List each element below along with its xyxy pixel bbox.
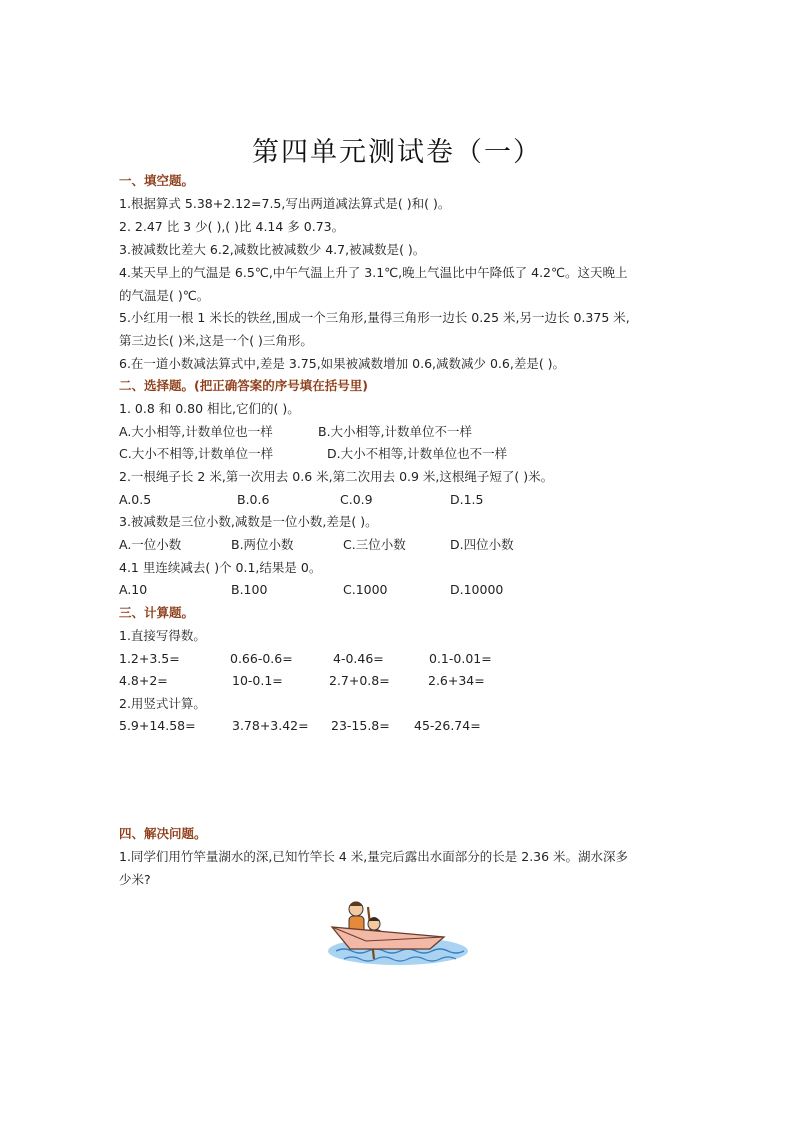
option: A.一位小数 bbox=[119, 537, 182, 552]
option: C.大小不相等,计数单位一样 bbox=[119, 446, 274, 461]
fill-question-5-line1: 5.小红用一根 1 米长的铁丝,围成一个三角形,量得三角形一边长 0.25 米,另一边长 0.375 米, bbox=[119, 310, 630, 325]
fill-question-4-line2: 的气温是( )℃。 bbox=[119, 288, 210, 303]
option: C.0.9 bbox=[340, 492, 373, 507]
page-title: 第四单元测试卷（一） bbox=[252, 137, 542, 168]
option: A.0.5 bbox=[119, 492, 152, 507]
option: D.大小不相等,计数单位也不一样 bbox=[327, 446, 508, 461]
expression: 5.9+14.58= bbox=[119, 718, 196, 733]
expression: 1.2+3.5= bbox=[119, 651, 180, 666]
solve-question-1-line2: 少米? bbox=[119, 872, 151, 887]
fill-question-6: 6.在一道小数减法算式中,差是 3.75,如果被减数增加 0.6,减数减少 0.6,差是( )。 bbox=[119, 356, 566, 371]
option: D.10000 bbox=[450, 582, 504, 597]
fill-question-4-line1: 4.某天早上的气温是 6.5℃,中午气温上升了 3.1℃,晚上气温比中午降低了 4.2℃。这天晚上 bbox=[119, 265, 628, 280]
solve-question-1-line1: 1.同学们用竹竿量湖水的深,已知竹竿长 4 米,量完后露出水面部分的长是 2.36 米。湖水深多 bbox=[119, 849, 629, 864]
section-heading-choice: 二、选择题。(把正确答案的序号填在括号里) bbox=[119, 378, 368, 393]
option: B.两位小数 bbox=[231, 537, 294, 552]
option: C.三位小数 bbox=[343, 537, 406, 552]
calc-part-2: 2.用竖式计算。 bbox=[119, 696, 206, 711]
calc-part-1: 1.直接写得数。 bbox=[119, 628, 206, 643]
boat-illustration bbox=[326, 893, 471, 968]
option: D.1.5 bbox=[450, 492, 484, 507]
option: B.100 bbox=[231, 582, 268, 597]
expression: 4.8+2= bbox=[119, 673, 168, 688]
option: D.四位小数 bbox=[450, 537, 514, 552]
fill-question-3: 3.被减数比差大 6.2,减数比被减数少 4.7,被减数是( )。 bbox=[119, 242, 426, 257]
option: B.0.6 bbox=[237, 492, 270, 507]
option: A.10 bbox=[119, 582, 148, 597]
expression: 2.6+34= bbox=[428, 673, 485, 688]
expression: 3.78+3.42= bbox=[232, 718, 309, 733]
option: B.大小相等,计数单位不一样 bbox=[318, 424, 473, 439]
section-heading-calc: 三、计算题。 bbox=[119, 605, 195, 620]
choice-question-2: 2.一根绳子长 2 米,第一次用去 0.6 米,第二次用去 0.9 米,这根绳子短了( )米。 bbox=[119, 469, 554, 484]
expression: 10-0.1= bbox=[232, 673, 283, 688]
fill-question-1: 1.根据算式 5.38+2.12=7.5,写出两道减法算式是( )和( )。 bbox=[119, 196, 451, 211]
section-heading-fill: 一、填空题。 bbox=[119, 173, 195, 188]
expression: 2.7+0.8= bbox=[329, 673, 390, 688]
expression: 23-15.8= bbox=[331, 718, 390, 733]
option: A.大小相等,计数单位也一样 bbox=[119, 424, 273, 439]
choice-question-3: 3.被减数是三位小数,减数是一位小数,差是( )。 bbox=[119, 514, 378, 529]
choice-question-4: 4.1 里连续减去( )个 0.1,结果是 0。 bbox=[119, 560, 322, 575]
expression: 0.1-0.01= bbox=[429, 651, 492, 666]
child-hair bbox=[349, 902, 363, 907]
fill-question-5-line2: 第三边长( )米,这是一个( )三角形。 bbox=[119, 333, 313, 348]
fill-question-2: 2. 2.47 比 3 少( ),( )比 4.14 多 0.73。 bbox=[119, 219, 345, 234]
expression: 4-0.46= bbox=[333, 651, 384, 666]
option: C.1000 bbox=[343, 582, 388, 597]
expression: 0.66-0.6= bbox=[230, 651, 293, 666]
expression: 45-26.74= bbox=[414, 718, 481, 733]
section-heading-solve: 四、解决问题。 bbox=[119, 826, 207, 841]
choice-question-1: 1. 0.8 和 0.80 相比,它们的( )。 bbox=[119, 401, 300, 416]
